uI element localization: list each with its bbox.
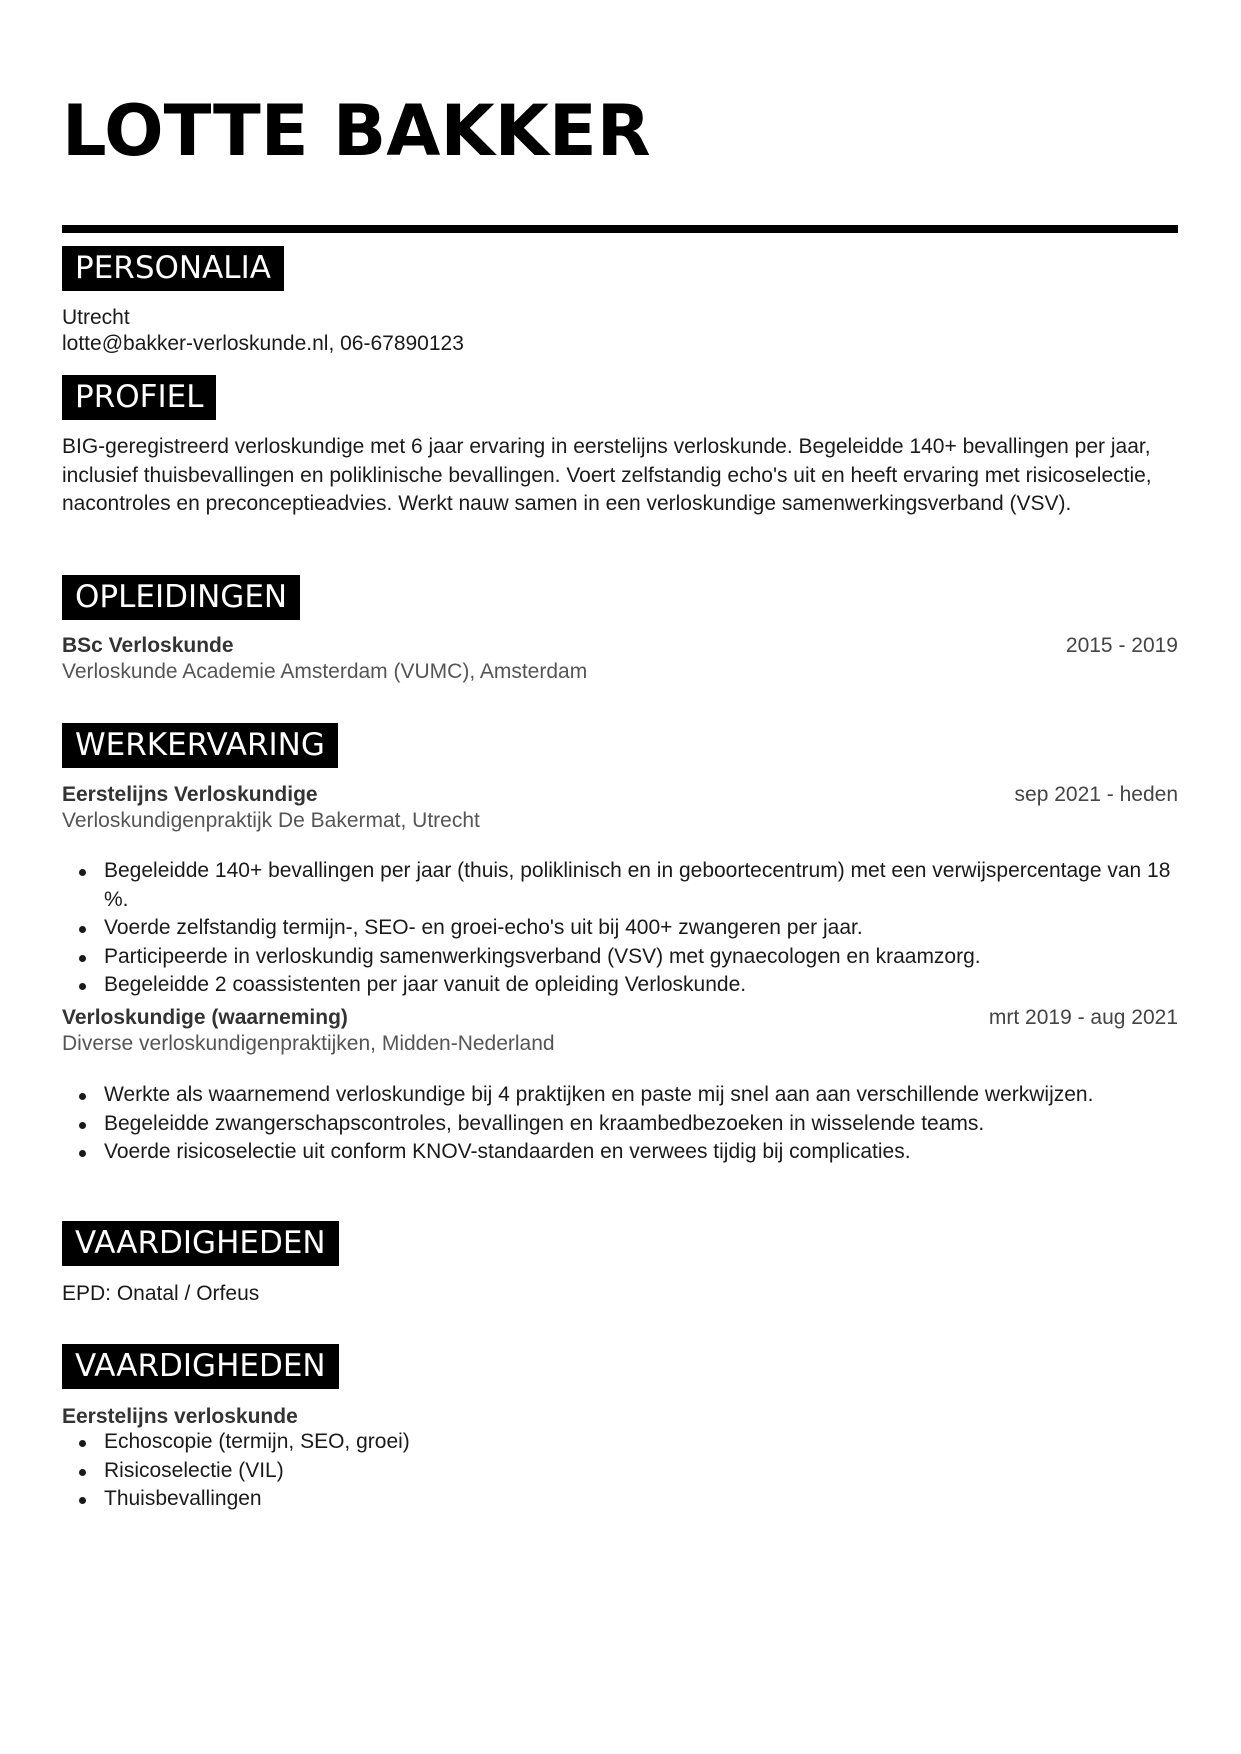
profile-summary: BIG-geregistreerd verloskundige met 6 jaar ervaring in eerstelijns verloskunde. Begeleidde 140+ bevallingen per jaar, inclusief thuisbevallingen en poliklinische bevallingen. Voert zelfstandig echo's uit en heeft ervaring met risicoselectie, nacontroles en preconceptieadvies. Werkt nauw samen in een verloskundige samenwerkingsverband (VSV). bbox=[62, 435, 1152, 515]
skills-group-title: Eerstelijns verloskunde bbox=[62, 1405, 298, 1428]
education-degree: BSc Verloskunde bbox=[62, 634, 234, 657]
job-achievements bbox=[62, 857, 1178, 1000]
job-dates: sep 2021 - heden bbox=[1014, 783, 1178, 806]
personalia-contact: lotte@bakker-verloskunde.nl, 06-67890123 bbox=[62, 332, 464, 355]
job-employer: Diverse verloskundigenpraktijken, Midden-Nederland bbox=[62, 1032, 555, 1055]
list-item: Echoscopie (termijn, SEO, groei) bbox=[62, 1428, 1178, 1457]
header-divider bbox=[62, 225, 1178, 233]
job-title: Verloskundige (waarneming) bbox=[62, 1006, 348, 1029]
job-title: Eerstelijns Verloskundige bbox=[62, 783, 318, 806]
education-institution: Verloskunde Academie Amsterdam (VUMC), Amsterdam bbox=[62, 660, 588, 683]
skills-list bbox=[62, 1428, 1178, 1514]
skills-epd: EPD: Onatal / Orfeus bbox=[62, 1282, 260, 1305]
job-dates: mrt 2019 - aug 2021 bbox=[988, 1006, 1178, 1029]
list-item: Participeerde in verloskundig samenwerkingsverband (VSV) met gynaecologen en kraamzorg. bbox=[62, 943, 1178, 972]
section-heading-vaardigheden: VAARDIGHEDEN bbox=[62, 1344, 339, 1389]
list-item: Risicoselectie (VIL) bbox=[62, 1457, 1178, 1486]
personalia-city: Utrecht bbox=[62, 306, 130, 329]
section-heading-opleidingen: OPLEIDINGEN bbox=[62, 575, 300, 620]
education-dates: 2015 - 2019 bbox=[1065, 634, 1178, 657]
list-item: Voerde risicoselectie uit conform KNOV-standaarden en verwees tijdig bij complicaties. bbox=[62, 1138, 1178, 1167]
list-item: Begeleidde zwangerschapscontroles, bevallingen en kraambedbezoeken in wisselende teams. bbox=[62, 1110, 1178, 1139]
list-item: Begeleidde 2 coassistenten per jaar vanuit de opleiding Verloskunde. bbox=[62, 971, 1178, 1000]
section-heading-vaardigheden: VAARDIGHEDEN bbox=[62, 1221, 339, 1266]
job-achievements bbox=[62, 1081, 1178, 1167]
section-heading-profiel: PROFIEL bbox=[62, 375, 216, 420]
section-heading-personalia: PERSONALIA bbox=[62, 246, 284, 291]
list-item: Voerde zelfstandig termijn-, SEO- en groei-echo's uit bij 400+ zwangeren per jaar. bbox=[62, 914, 1178, 943]
job-employer: Verloskundigenpraktijk De Bakermat, Utrecht bbox=[62, 809, 480, 832]
section-heading-werkervaring: WERKERVARING bbox=[62, 723, 338, 768]
candidate-name: LOTTE BAKKER bbox=[62, 90, 651, 172]
list-item: Werkte als waarnemend verloskundige bij 4 praktijken en paste mij snel aan aan verschillende werkwijzen. bbox=[62, 1081, 1178, 1110]
list-item: Thuisbevallingen bbox=[62, 1485, 1178, 1514]
list-item: Begeleidde 140+ bevallingen per jaar (thuis, poliklinisch en in geboortecentrum) met een verwijspercentage van 18 %. bbox=[62, 857, 1178, 914]
